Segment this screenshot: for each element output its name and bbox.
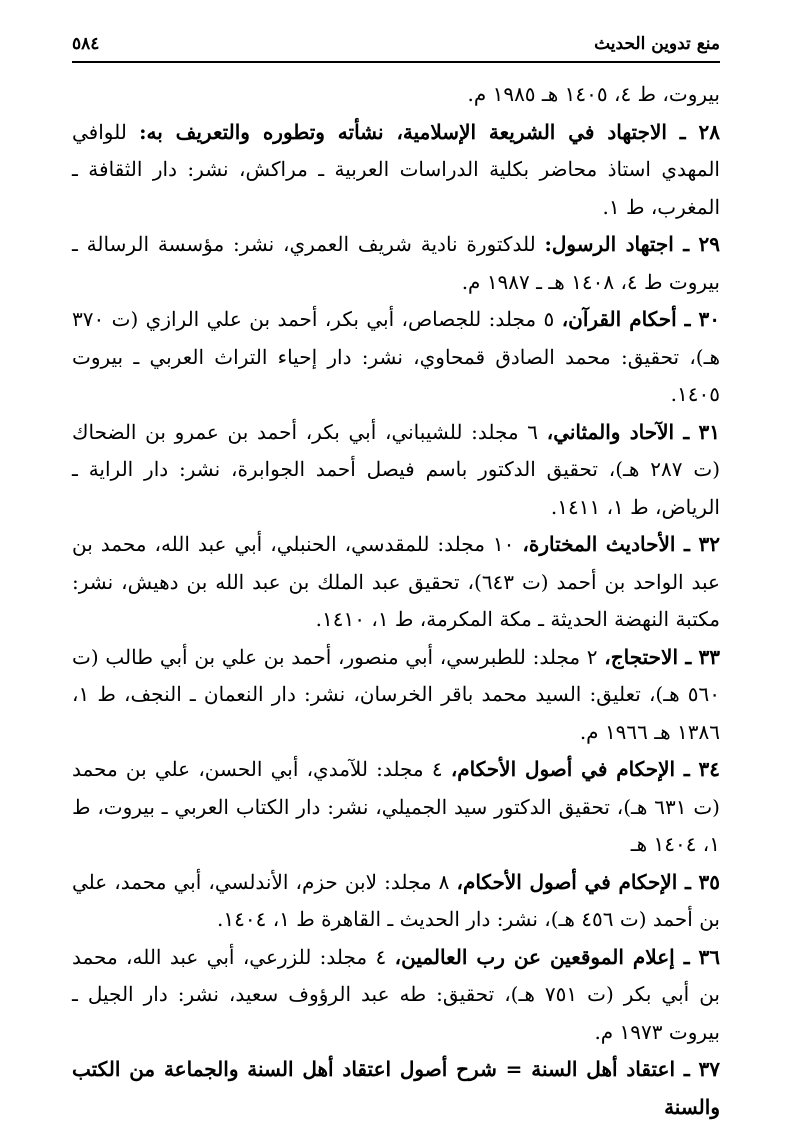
bibliography-entry-33 bbox=[72, 639, 720, 752]
bibliography-entry-36 bbox=[72, 939, 720, 1052]
entry-details: ٥ مجلد: للجصاص، أبي بكر، أحمد بن علي الرازي (ت ٣٧٠ هـ)، تحقيق: محمد الصادق قمحاوي، نشر: دار إحياء التراث العربي ـ بيروت ١٤٠٥. bbox=[72, 307, 720, 406]
bibliography-entry-continuation: بيروت، ط ٤، ١٤٠٥ هـ ١٩٨٥ م. bbox=[467, 82, 720, 106]
entry-title: ٣١ ـ الآحاد والمثاني، bbox=[546, 419, 720, 444]
entry-details: للدكتورة نادية شريف العمري، نشر: مؤسسة الرسالة ـ بيروت ط ٤، ١٤٠٨ هـ ـ ١٩٨٧ م. bbox=[72, 232, 720, 294]
bibliography-entry-35 bbox=[72, 864, 720, 939]
entry-title: ٢٨ ـ الاجتهاد في الشريعة الإسلامية، نشأته وتطوره والتعريف به: bbox=[139, 119, 720, 144]
entry-details: ٨ مجلد: لابن حزم، الأندلسي، أبي محمد، علي بن أحمد (ت ٤٥٦ هـ)، نشر: دار الحديث ـ القاهرة ط ١، ١٤٠٤. bbox=[72, 869, 720, 931]
entry-details: ٢ مجلد: للطبرسي، أبي منصور، أحمد بن علي بن أبي طالب (ت ٥٦٠ هـ)، تعليق: السيد محمد باقر الخرسان، نشر: دار النعمان ـ النجف، ط ١، ١٣٨٦ هـ ١٩٦٦ م. bbox=[72, 644, 720, 744]
entry-title: ٣٠ ـ أحكام القرآن، bbox=[561, 307, 721, 331]
bibliography-entry-34 bbox=[72, 751, 720, 864]
page-number: ٥٨٤ bbox=[72, 34, 100, 54]
page-header bbox=[72, 34, 720, 60]
entry-details: ١٠ مجلد: للمقدسي، الحنبلي، أبي عبد الله، محمد بن عبد الواحد بن أحمد (ت ٦٤٣)، تحقيق عبد الملك بن عبد الله بن دهيش، نشر: مكتبة النهضة الحديثة ـ مكة المكرمة، ط ١، ١٤١٠. bbox=[72, 532, 720, 631]
entry-details: ٤ مجلد: للزرعي، أبي عبد الله، محمد بن أبي بكر (ت ٧٥١ هـ)، تحقيق: طه عبد الرؤوف سعيد، نشر: دار الجيل ـ بيروت ١٩٧٣ م. bbox=[72, 944, 720, 1044]
entry-details: ٤ مجلد: للآمدي، أبي الحسن، علي بن محمد (ت ٦٣١ هـ)، تحقيق الدكتور سيد الجميلي، نشر: دار الكتاب العربي ـ بيروت، ط ١، ١٤٠٤ هـ bbox=[72, 757, 720, 856]
entry-title: ٣٣ ـ الاحتجاج، bbox=[604, 644, 721, 669]
entry-title: ٢٩ ـ اجتهاد الرسول: bbox=[544, 232, 720, 256]
entry-title: ٣٤ ـ الإحكام في أصول الأحكام، bbox=[450, 757, 721, 781]
bibliography-entry-31 bbox=[72, 414, 720, 527]
entry-title: ٣٦ ـ إعلام الموقعين عن رب العالمين، bbox=[394, 944, 721, 969]
bibliography-entry-30 bbox=[72, 301, 720, 414]
bibliography-list bbox=[72, 76, 720, 1126]
bibliography-entry-29 bbox=[72, 226, 720, 301]
bibliography-entry-32 bbox=[72, 526, 720, 639]
bibliography-entry-37 bbox=[72, 1051, 720, 1126]
entry-title: ٣٥ ـ الإحكام في أصول الأحكام، bbox=[456, 869, 720, 894]
running-title: منع تدوين الحديث bbox=[594, 34, 720, 54]
header-rule bbox=[72, 61, 720, 63]
bibliography-entry-28 bbox=[72, 114, 720, 227]
entry-details: ٦ مجلد: للشيباني، أبي بكر، أحمد بن عمرو بن الضحاك (ت ٢٨٧ هـ)، تحقيق الدكتور باسم فيصل أحمد الجوابرة، نشر: دار الراية ـ الرياض، ط ١، ١٤١١. bbox=[72, 419, 720, 519]
entry-title: ٣٧ ـ اعتقاد أهل السنة = شرح أصول اعتقاد أهل السنة والجماعة من الكتب والسنة bbox=[72, 1057, 720, 1119]
entry-title: ٣٢ ـ الأحاديث المختارة، bbox=[522, 532, 720, 556]
entry-details: للوافي المهدي استاذ محاضر بكلية الدراسات العربية ـ مراكش، نشر: دار الثقافة ـ المغرب، ط ١. bbox=[72, 119, 720, 219]
